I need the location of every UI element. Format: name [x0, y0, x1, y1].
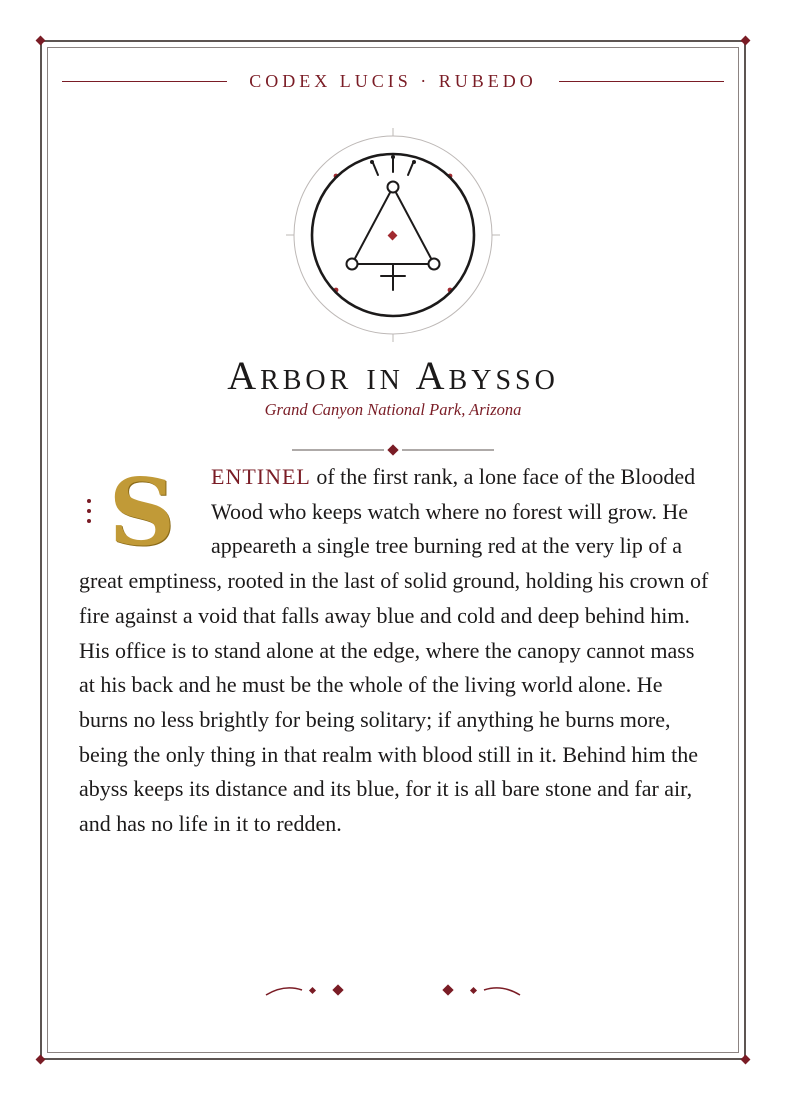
lead-word: ENTINEL [211, 464, 311, 489]
entry-body [79, 460, 709, 842]
alchemical-triangle-sigil-icon [286, 128, 500, 342]
entry-location: Grand Canyon National Park, Arizona [264, 400, 522, 419]
entry-title: Arbor in Abysso [227, 353, 559, 398]
section-divider-ornament [292, 443, 494, 457]
entry-text: of the first rank, a lone face of the Blooded Wood who keeps watch where no forest will grow. He appeareth a single tree burning red at the very lip of a great emptiness, rooted in the last of solid ground, holding his crown of fire against a void that falls away blue and cold and deep behind him. His office is to stand alone at the edge, where the canopy cannot mass at his back and he must be the whole of the living world alone. He burns no less brightly for being solitary; if anything he burns more, being the only thing in that realm with blood still in it. Behind him the abyss keeps its distance and its blue, for it is all bare stone and far air, and has no life in it to redden. [79, 464, 709, 837]
corner-ornament-bottom-right [741, 1055, 751, 1065]
running-header [62, 66, 724, 96]
drop-cap-dots-icon [85, 498, 93, 524]
drop-cap [103, 458, 181, 566]
header-rule-left [62, 81, 227, 82]
header-rule-right [559, 81, 724, 82]
codex-title: CODEX LUCIS · RUBEDO [249, 70, 537, 91]
drop-cap-letter: S [108, 458, 176, 566]
footer-flourish-ornament [262, 978, 524, 1006]
